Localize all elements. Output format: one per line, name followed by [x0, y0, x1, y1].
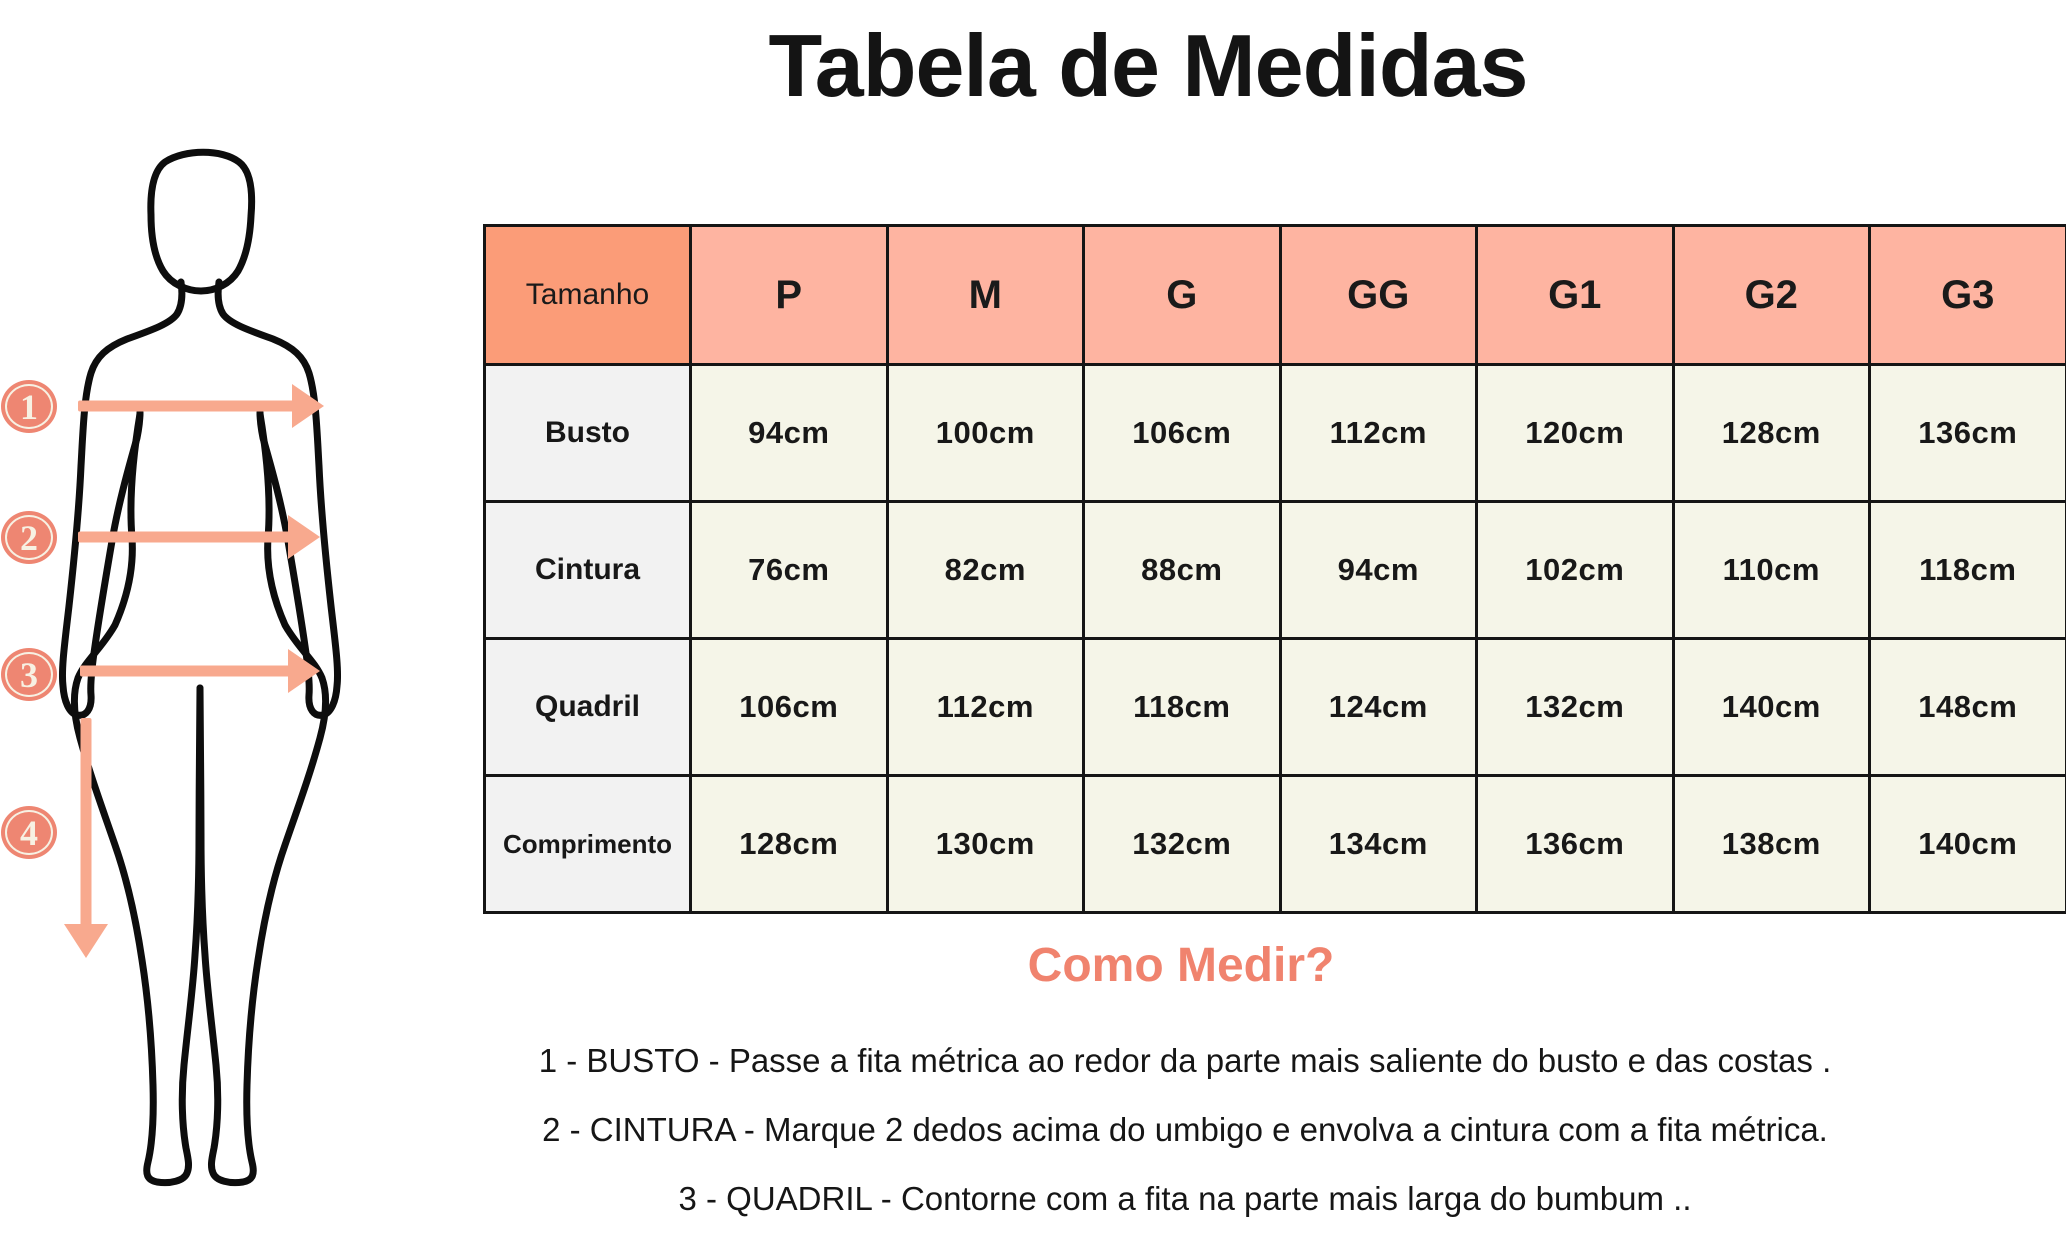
row-label: Busto — [485, 365, 691, 502]
row-label: Cintura — [485, 502, 691, 639]
table-header-row — [485, 226, 2066, 365]
measure-value: 100cm — [887, 365, 1084, 502]
measure-value: 136cm — [1870, 365, 2066, 502]
measure-value: 94cm — [691, 365, 888, 502]
header-size-g1: G1 — [1477, 226, 1674, 365]
header-size-gg: GG — [1280, 226, 1477, 365]
measure-value: 148cm — [1870, 639, 2066, 776]
how-to-measure-steps — [300, 1026, 2066, 1233]
table-row-comprimento — [485, 776, 2066, 913]
measure-value: 118cm — [1084, 639, 1281, 776]
step-hip: 3 - QUADRIL - Contorne com a fita na parte mais larga do bumbum .. — [678, 1180, 1692, 1217]
step-bust: 1 - BUSTO - Passe a fita métrica ao redor da parte mais saliente do busto e das costas . — [538, 1042, 1832, 1079]
measure-value: 134cm — [1280, 776, 1477, 913]
measure-value: 88cm — [1084, 502, 1281, 639]
measure-value: 112cm — [887, 639, 1084, 776]
measure-value: 130cm — [887, 776, 1084, 913]
measure-value: 128cm — [691, 776, 888, 913]
row-label: Comprimento — [485, 776, 691, 913]
table-row-busto — [485, 365, 2066, 502]
measure-value: 110cm — [1673, 502, 1870, 639]
measure-value: 120cm — [1477, 365, 1674, 502]
table-row-quadril — [485, 639, 2066, 776]
table-row-cintura — [485, 502, 2066, 639]
step-waist: 2 - CINTURA - Marque 2 dedos acima do umbigo e envolva a cintura com a fita métrica. — [542, 1111, 1828, 1148]
page-title: Tabela de Medidas — [768, 16, 1528, 115]
measure-value: 82cm — [887, 502, 1084, 639]
marker-1-label: 1 — [20, 386, 38, 427]
measure-value: 118cm — [1870, 502, 2066, 639]
measure-value: 94cm — [1280, 502, 1477, 639]
header-size-g2: G2 — [1673, 226, 1870, 365]
header-size-m: M — [887, 226, 1084, 365]
measure-value: 132cm — [1084, 776, 1281, 913]
header-size-p: P — [691, 226, 888, 365]
header-size-g3: G3 — [1870, 226, 2066, 365]
measure-value: 140cm — [1870, 776, 2066, 913]
size-table — [483, 224, 2066, 914]
measure-value: 140cm — [1673, 639, 1870, 776]
measure-value: 136cm — [1477, 776, 1674, 913]
measure-value: 76cm — [691, 502, 888, 639]
measure-value: 106cm — [691, 639, 888, 776]
measure-value: 112cm — [1280, 365, 1477, 502]
measure-value: 106cm — [1084, 365, 1281, 502]
marker-3-hip — [1, 648, 57, 701]
marker-4-label: 4 — [20, 812, 38, 853]
marker-4-length — [1, 806, 57, 859]
header-size-g: G — [1084, 226, 1281, 365]
measure-value: 124cm — [1280, 639, 1477, 776]
measure-value: 128cm — [1673, 365, 1870, 502]
marker-1-bust — [1, 380, 57, 433]
how-to-measure-heading: Como Medir? — [1027, 939, 1335, 992]
measure-value: 132cm — [1477, 639, 1674, 776]
length-arrow — [64, 718, 108, 958]
measure-value: 138cm — [1673, 776, 1870, 913]
marker-2-label: 2 — [20, 517, 38, 558]
marker-2-waist — [1, 511, 57, 564]
bust-arrow — [78, 384, 324, 428]
marker-3-label: 3 — [20, 654, 38, 695]
header-tamanho: Tamanho — [485, 226, 691, 365]
measure-value: 102cm — [1477, 502, 1674, 639]
row-label: Quadril — [485, 639, 691, 776]
